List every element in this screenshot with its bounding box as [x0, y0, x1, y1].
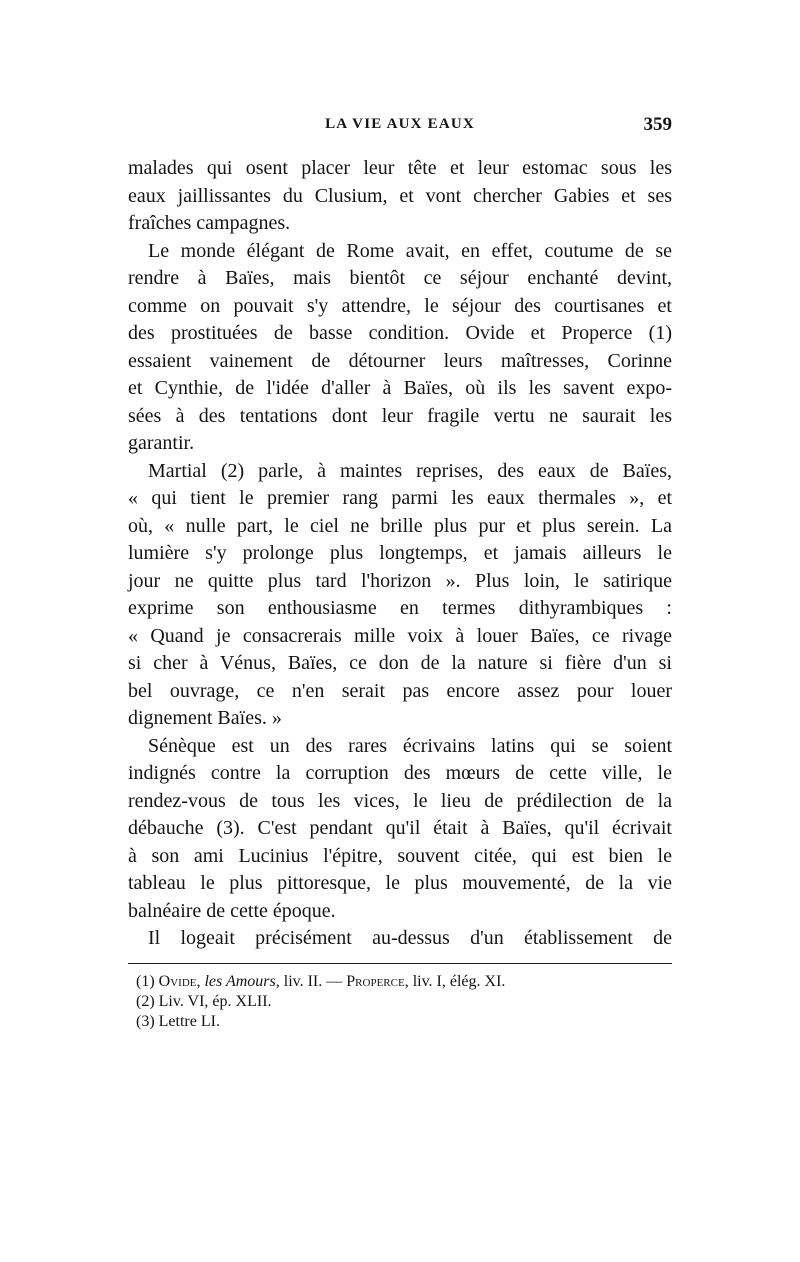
text-line: lumière s'y prolonge plus longtemps, et jamais ailleurs le — [128, 542, 672, 564]
paragraph — [128, 155, 672, 238]
text-line: essaient vainement de détourner leurs maîtresses, Corinne — [128, 349, 672, 372]
text-line: balnéaire de cette époque. — [128, 899, 336, 922]
footnote-text: , — [196, 973, 205, 990]
text-line: garantir. — [128, 432, 195, 454]
text-line: malades qui osent placer leur tête et leur estomac sous les — [128, 157, 672, 179]
footnote-mark: (3) — [136, 1013, 155, 1030]
text-line: « qui tient le premier rang parmi les eaux thermales », et — [128, 487, 672, 509]
text-line: tableau le plus pittoresque, le plus mouvementé, de la vie — [128, 872, 672, 894]
text-line: si cher à Vénus, Baïes, ce don de la nature si fière d'un si — [128, 652, 672, 674]
footnote-author: Ovide — [158, 973, 197, 990]
footnote — [136, 992, 672, 1012]
text-line: bel ouvrage, ce n'en serait pas encore assez pour louer — [128, 679, 672, 702]
text-line: fraîches campagnes. — [128, 212, 291, 234]
text-line: débauche (3). C'est pendant qu'il était à Baïes, qu'il écrivait — [128, 817, 672, 839]
text-line: Martial (2) parle, à maintes reprises, des eaux de Baïes, — [148, 459, 672, 482]
text-line: Il logeait précisément au-dessus d'un établissement de — [148, 927, 672, 949]
page-header — [128, 114, 672, 140]
paragraph — [128, 925, 672, 953]
text-line: dignement Baïes. » — [128, 707, 282, 729]
text-line: Sénèque est un des rares écrivains latins qui se soient — [148, 734, 672, 757]
text-line: des prostituées de basse condition. Ovide et Properce (1) — [128, 322, 672, 344]
body-text — [128, 155, 672, 953]
footnote — [136, 972, 672, 992]
text-line: rendre à Baïes, mais bientôt ce séjour enchanté devint, — [128, 267, 672, 289]
text-line: exprime son enthousiasme en termes dithyrambiques : — [128, 597, 672, 619]
text-line: indignés contre la corruption des mœurs de cette ville, le — [128, 762, 672, 784]
text-line: « Quand je consacrerais mille voix à louer Baïes, ce rivage — [128, 624, 672, 647]
footnote-author: Properce — [346, 973, 405, 990]
text-line: comme on pouvait s'y attendre, le séjour des courtisanes et — [128, 294, 672, 317]
footnote-mark: (1) — [136, 973, 155, 990]
text-line: eaux jaillissantes du Clusium, et vont chercher Gabies et ses — [128, 184, 672, 207]
running-title: LA VIE AUX EAUX — [325, 116, 475, 132]
text-line: à son ami Lucinius l'épitre, souvent citée, qui est bien le — [128, 844, 672, 867]
paragraph — [128, 238, 672, 458]
footnote-rule — [128, 963, 672, 964]
footnote-mark: (2) — [136, 993, 155, 1010]
text-line: où, « nulle part, le ciel ne brille plus pur et plus serein. La — [128, 514, 672, 537]
footnote-text: , liv. II. — — [275, 973, 347, 990]
text-line: jour ne quitte plus tard l'horizon ». Plus loin, le satirique — [128, 569, 672, 592]
paragraph — [128, 458, 672, 733]
paragraph — [128, 733, 672, 926]
footnote-work-title: les Amours — [204, 973, 276, 990]
footnote-text: Lettre LI. — [158, 1013, 220, 1030]
page-number: 359 — [643, 114, 672, 135]
footnote-text: , liv. I, élég. XI. — [404, 973, 506, 990]
text-line: et Cynthie, de l'idée d'aller à Baïes, où ils les savent expo- — [128, 377, 672, 399]
footnote — [136, 1012, 672, 1032]
text-line: sées à des tentations dont leur fragile vertu ne saurait les — [128, 404, 672, 427]
text-line: rendez-vous de tous les vices, le lieu de prédilection de la — [128, 789, 672, 812]
text-line: Le monde élégant de Rome avait, en effet, coutume de se — [148, 239, 672, 262]
footnote-text: Liv. VI, ép. XLII. — [158, 993, 272, 1010]
footnotes — [136, 972, 672, 1032]
